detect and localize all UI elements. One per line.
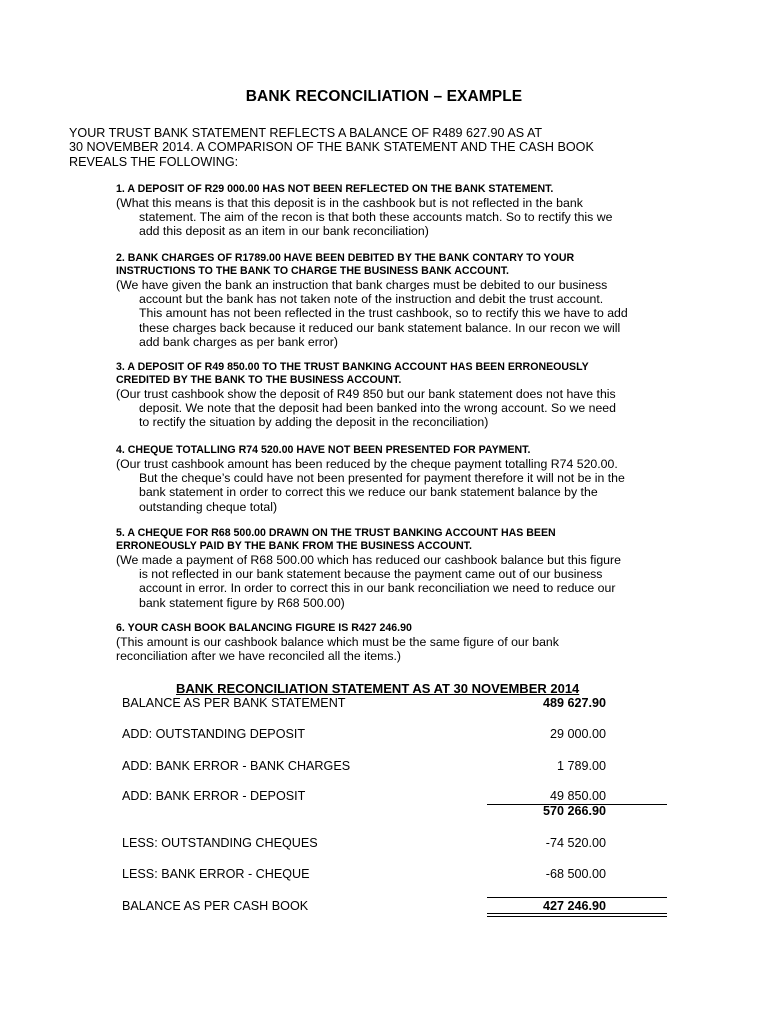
item-heading: INSTRUCTIONS TO THE BANK TO CHARGE THE BUSINESS BANK ACCOUNT. [116, 265, 509, 277]
item-text-line: (We made a payment of R68 500.00 which has reduced our cashbook balance but this figure [116, 553, 621, 567]
item-text-line: bank statement in order to correct this we reduce our bank statement balance by the [139, 485, 598, 500]
item-4 [116, 444, 676, 514]
item-explanation [116, 278, 676, 349]
recon-row-label: BALANCE AS PER BANK STATEMENT [122, 696, 346, 710]
item-text-line: add this deposit as an item in our bank reconciliation) [139, 224, 429, 239]
item-text-line: This amount has not been reflected in the trust cashbook, so to rectify this we have to add [139, 306, 628, 321]
item-text-line: add bank charges as per bank error) [139, 334, 338, 349]
recon-row-label: ADD: BANK ERROR - DEPOSIT [122, 789, 306, 803]
recon-row-label: LESS: BANK ERROR - CHEQUE [122, 867, 310, 881]
item-heading: 2. BANK CHARGES OF R1789.00 HAVE BEEN DEBITED BY THE BANK CONTARY TO YOUR [116, 252, 575, 264]
item-text-line: (Our trust cashbook show the deposit of R49 850 but our bank statement does not have this [116, 387, 616, 401]
recon-row-amount: -74 520.00 [545, 836, 606, 850]
recon-row [122, 867, 606, 883]
recon-row [122, 759, 606, 775]
item-text-line: bank statement figure by R68 500.00) [139, 595, 345, 610]
item-text-line: to rectify the situation by adding the deposit in the reconciliation) [139, 415, 489, 430]
item-text-line: these charges back because it reduced our bank statement balance. In our recon we will [139, 320, 621, 335]
item-heading: 1. A DEPOSIT OF R29 000.00 HAS NOT BEEN REFLECTED ON THE BANK STATEMENT. [116, 183, 554, 195]
recon-statement-title: BANK RECONCILIATION STATEMENT AS AT 30 NOVEMBER 2014 [176, 681, 580, 696]
recon-row [122, 696, 606, 712]
recon-row-label: BALANCE AS PER CASH BOOK [122, 899, 309, 913]
intro-line: REVEALS THE FOLLOWING: [69, 154, 239, 169]
item-heading: 5. A CHEQUE FOR R68 500.00 DRAWN ON THE TRUST BANKING ACCOUNT HAS BEEN [116, 527, 556, 539]
item-heading: 4. CHEQUE TOTALLING R74 520.00 HAVE NOT BEEN PRESENTED FOR PAYMENT. [116, 444, 531, 456]
recon-row-label: LESS: OUTSTANDING CHEQUES [122, 836, 318, 850]
item-text-line: But the cheque’s could have not been presented for payment therefore it will not be in the [139, 471, 625, 486]
page-title: BANK RECONCILIATION – EXAMPLE [245, 88, 523, 105]
recon-row-amount: 489 627.90 [542, 696, 606, 710]
item-text-line: deposit. We note that the deposit had been banked into the wrong account. So we need [139, 401, 616, 416]
recon-row [122, 836, 606, 852]
item-2 [116, 252, 676, 349]
recon-row-amount: -68 500.00 [545, 867, 606, 881]
item-heading: 3. A DEPOSIT OF R49 850.00 TO THE TRUST BANKING ACCOUNT HAS BEEN ERRONEOUSLY [116, 361, 589, 373]
item-text-line: (What this means is that this deposit is in the cashbook but is not reflected in the bank [116, 196, 583, 210]
item-text-line: account in error. In order to correct this in our bank reconciliation we need to reduce our [139, 581, 616, 596]
recon-row-label: ADD: BANK ERROR - BANK CHARGES [122, 759, 351, 773]
item-6 [116, 622, 676, 663]
item-explanation [116, 457, 676, 514]
item-3 [116, 361, 676, 430]
intro-line: 30 NOVEMBER 2014. A COMPARISON OF THE BANK STATEMENT AND THE CASH BOOK [69, 140, 594, 155]
intro-line: YOUR TRUST BANK STATEMENT REFLECTS A BALANCE OF R489 627.90 AS AT [69, 126, 543, 140]
item-heading: 6. YOUR CASH BOOK BALANCING FIGURE IS R427 246.90 [116, 622, 412, 634]
item-text-line: is not reflected in our bank statement because the payment came out of our business [139, 567, 603, 582]
total-top-rule [487, 897, 667, 898]
item-text-line: outstanding cheque total) [139, 499, 278, 514]
item-5 [116, 527, 676, 610]
total-double-rule [487, 913, 667, 917]
recon-total-amount: 427 246.90 [542, 899, 606, 913]
item-explanation [116, 196, 676, 239]
item-text-line: (We have given the bank an instruction that bank charges must be debited to our business [116, 278, 608, 292]
item-explanation [116, 387, 676, 430]
item-text-line: (This amount is our cashbook balance which must be the same figure of our bank [116, 635, 559, 649]
recon-row-amount: 29 000.00 [549, 727, 606, 741]
recon-row [122, 789, 606, 805]
item-text-line: account but the bank has not taken note of the instruction and debit the trust account. [139, 292, 604, 307]
item-explanation [116, 635, 676, 663]
item-explanation [116, 553, 676, 610]
recon-row-amount: 1 789.00 [556, 759, 606, 773]
item-text-line: (Our trust cashbook amount has been reduced by the cheque payment totalling R74 520.00. [116, 457, 618, 471]
recon-row-amount: 49 850.00 [549, 789, 606, 803]
recon-row-label: ADD: OUTSTANDING DEPOSIT [122, 727, 306, 741]
item-heading: ERRONEOUSLY PAID BY THE BANK FROM THE BUSINESS ACCOUNT. [116, 540, 472, 552]
recon-subtotal-amount: 570 266.90 [542, 804, 606, 818]
item-1 [116, 183, 676, 239]
intro-paragraph [69, 126, 689, 169]
item-text-line: statement. The aim of the recon is that both these accounts match. So to rectify this we [139, 210, 613, 225]
recon-subtotal-row [122, 804, 606, 820]
recon-row [122, 727, 606, 743]
item-heading: CREDITED BY THE BANK TO THE BUSINESS ACCOUNT. [116, 374, 402, 386]
item-text-line: reconciliation after we have reconciled all the items.) [116, 649, 402, 664]
